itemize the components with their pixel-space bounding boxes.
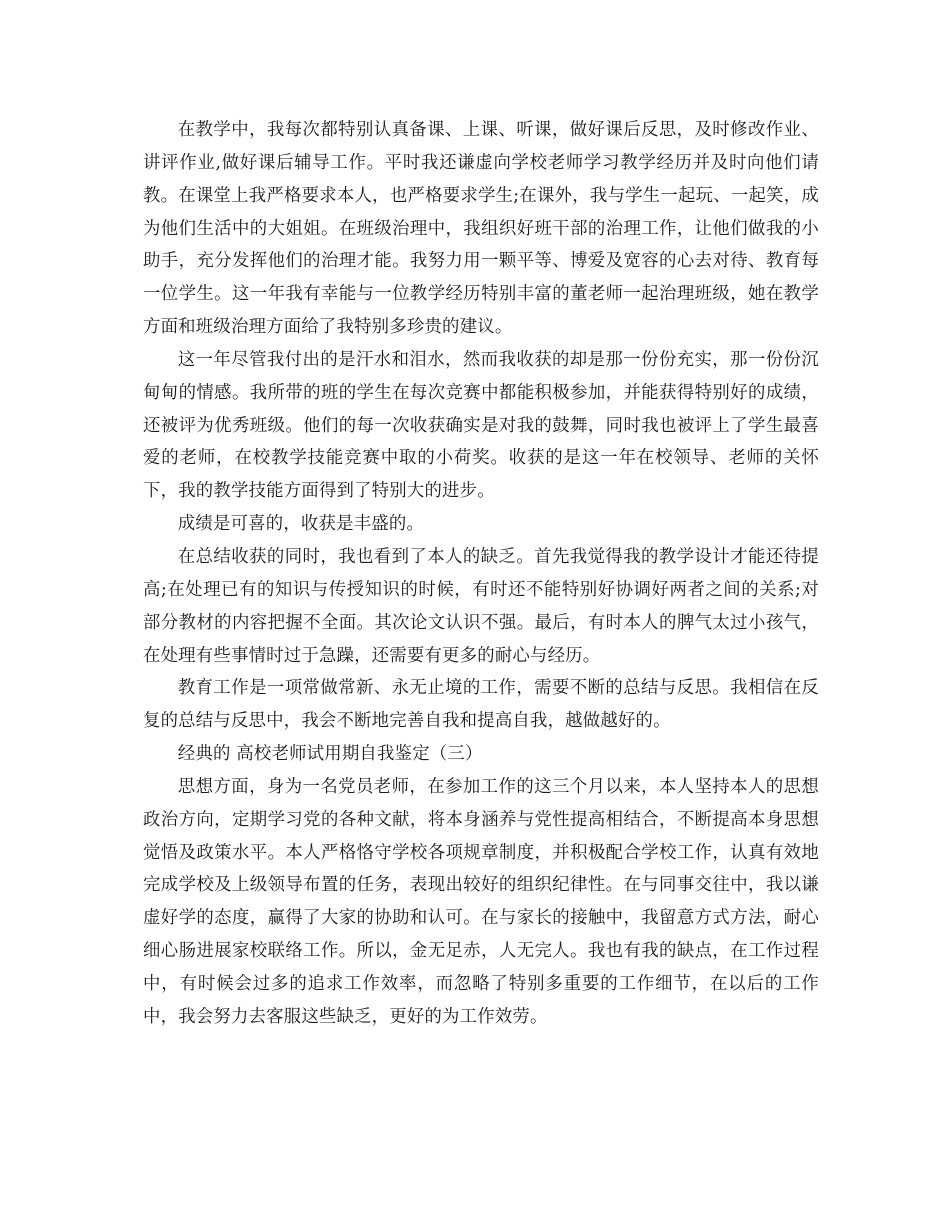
section-heading: 经典的 高校老师试用期自我鉴定（三） <box>177 744 483 765</box>
paragraph-harvest: 这一年尽管我付出的是汗水和泪水，然而我收获的却是那一份份充实，那一份份沉甸甸的情感。我所带的班的学生在每次竞赛中都能积极参加，并能获得特别好的成绩，还被评为优秀班级。他们的每一次收获确实是对我的鼓舞，同时我也被评上了学生最喜爱的老师，在校教学技能竞赛中取的小荷奖。收获的是这一年在校领导、老师的关怀下，我的教学技能方面得到了特别大的进步。 <box>143 349 819 502</box>
paragraph-shortcomings: 在总结收获的同时，我也看到了本人的缺乏。首先我觉得我的教学设计才能还待提高;在处理已有的知识与传授知识的时候，有时还不能特别好协调好两者之间的关系;对部分教材的内容把握不全面。其次论文认识不强。最后，有时本人的脾气太过小孩气，在处理有些事情时过于急躁，还需要有更多的耐心与经历。 <box>143 546 819 666</box>
paragraph-ideology: 思想方面，身为一名党员老师，在参加工作的这三个月以来，本人坚持本人的思想政治方向，定期学习党的各种文献，将本身涵养与党性提高相结合，不断提高本身思想觉悟及政策水平。本人严格恪守学校各项规章制度，并积极配合学校工作，认真有效地完成学校及上级领导布置的任务，表现出较好的组织纪律性。在与同事交往中，我以谦虚好学的态度，赢得了大家的协助和认可。在与家长的接触中，我留意方式方法，耐心细心肠进展家校联络工作。所以，金无足赤，人无完人。我也有我的缺点，在工作过程中，有时候会过多的追求工作效率，而忽略了特别多重要的工作细节，在以后的工作中，我会努力去客服这些缺乏，更好的为工作效劳。 <box>143 776 819 1027</box>
paragraph-reflection: 教育工作是一项常做常新、永无止境的工作，需要不断的总结与反思。我相信在反复的总结与反思中，我会不断地完善自我和提高自我，越做越好的。 <box>143 678 819 732</box>
document-body <box>143 114 819 1034</box>
paragraph-teaching-work: 在教学中，我每次都特别认真备课、上课、听课，做好课后反思，及时修改作业、讲评作业,做好课后辅导工作。平时我还谦虚向学校老师学习教学经历并及时向他们请教。在课堂上我严格要求本人，也严格要求学生;在课外，我与学生一起玩、一起笑，成为他们生活中的大姐姐。在班级治理中，我组织好班干部的治理工作，让他们做我的小助手，充分发挥他们的治理才能。我努力用一颗平等、博爱及宽容的心去对待、教育每一位学生。这一年我有幸能与一位教学经历特别丰富的董老师一起治理班级，她在教学方面和班级治理方面给了我特别多珍贵的建议。 <box>143 120 819 338</box>
paragraph-achievement: 成绩是可喜的，收获是丰盛的。 <box>177 514 425 535</box>
